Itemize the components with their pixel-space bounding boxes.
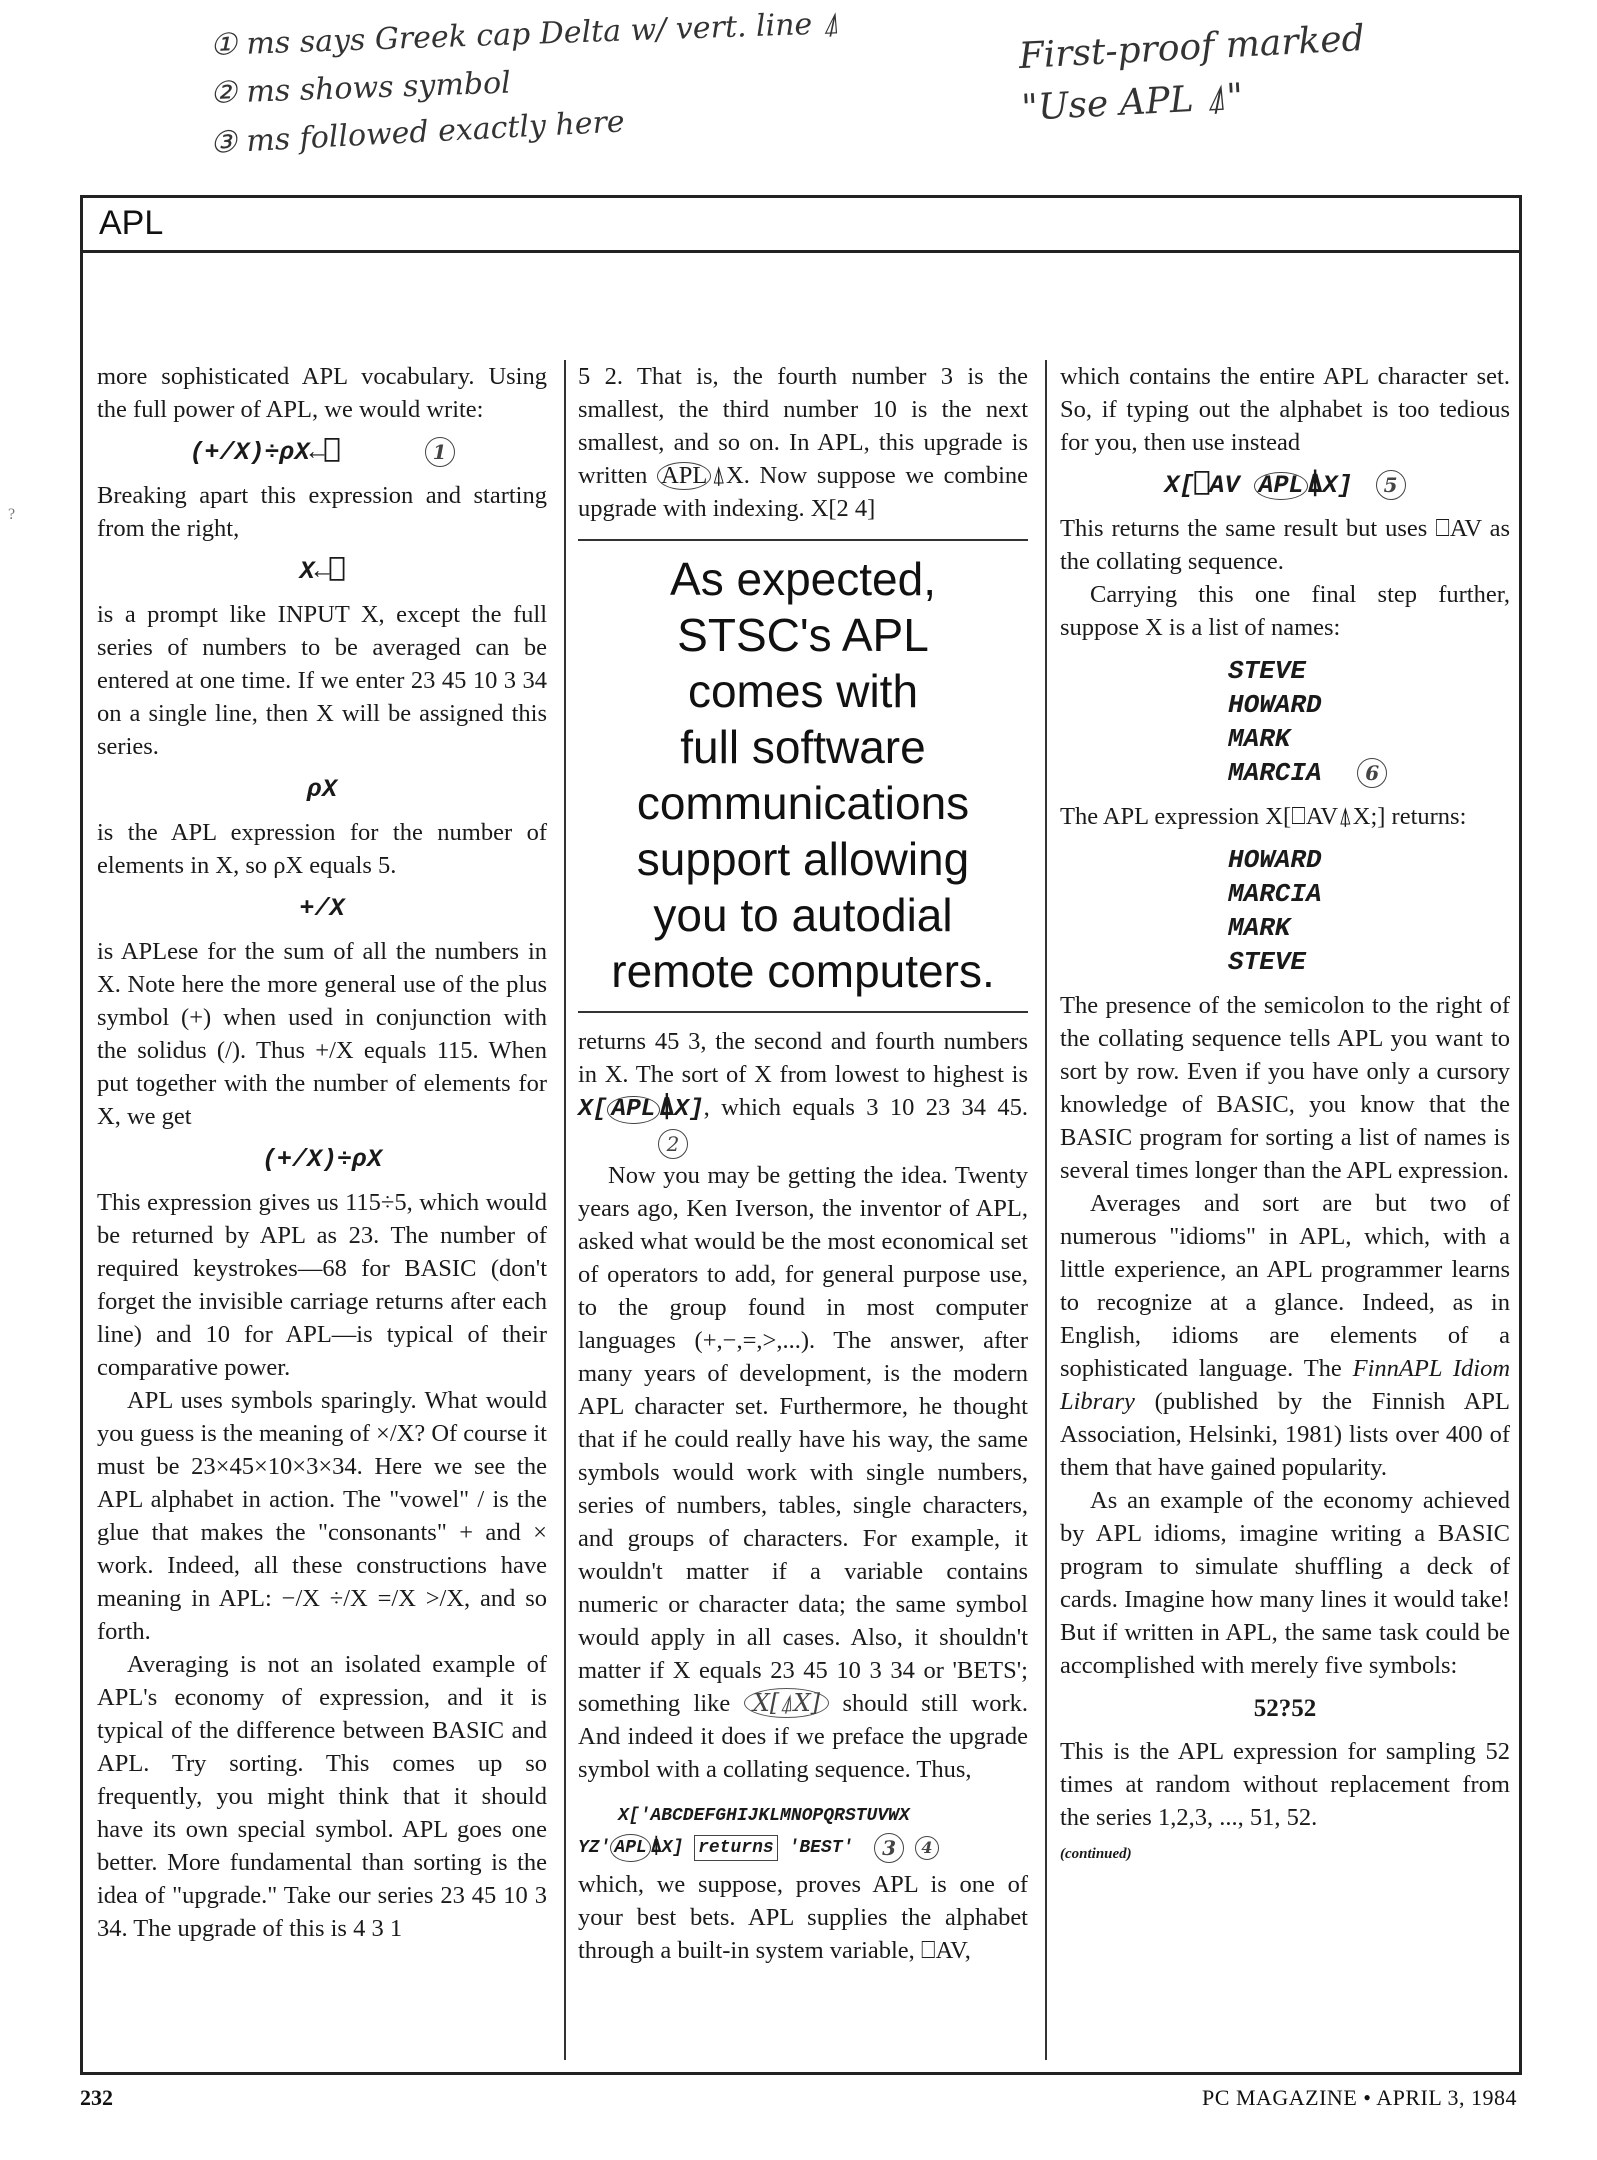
col3-expression-1 <box>1060 469 1510 502</box>
pull-quote-line-2: STSC's APL <box>677 609 929 661</box>
section-title: APL <box>99 204 164 242</box>
col1-paragraph-8: Averaging is not an isolated example of APL's economy of expression, and it is typical of the difference between BASIC and APL. Try sorting. This comes up so frequently, you might think that it should have its own special symbol. APL goes one better. More fundamental than sorting is the idea of "upgrade." Take our series 23 45 10 3 34. The upgrade of this is 4 3 1 <box>97 1651 547 1942</box>
names-list-2-item: STEVE <box>1228 947 1307 977</box>
continued-note: (continued) <box>1060 1846 1132 1862</box>
col2-code-block <box>578 1800 1028 1864</box>
col1-expression-5: (+/X)÷ρX <box>261 1145 383 1174</box>
handwritten-note-1: ① ms says Greek cap Delta w/ vert. line ⍋ <box>209 6 841 63</box>
col1-paragraph-2: Breaking apart this expression and starting from the right, <box>97 482 547 542</box>
col1-paragraph-1: more sophisticated APL vocabulary. Using the full power of APL, we would write: <box>97 363 547 423</box>
names-list-1-item: MARK <box>1228 724 1291 754</box>
pull-quote-line-1: As expected, <box>670 553 936 605</box>
column-divider-2 <box>1045 360 1047 2060</box>
names-list-2 <box>1228 843 1510 979</box>
col1-paragraph-4: is the APL expression for the number of elements in X, so ρX equals 5. <box>97 819 547 879</box>
annotation-circle-2: 2 <box>658 1129 688 1159</box>
names-list-1 <box>1228 654 1510 790</box>
apl-circled-word: APL <box>657 462 711 490</box>
col3-paragraph-5: The presence of the semicolon to the right of the collating sequence tells APL you want to sort by row. Even if you have only a cursory knowledge of BASIC, you know that the BASIC program for sorting a list of names is several times longer than the APL expression. <box>1060 992 1510 1184</box>
col3-paragraph-7: As an example of the economy achieved by APL idioms, imagine writing a BASIC program to simulate shuffling a deck of cards. Imagine how many lines it would take! But if written in APL, the same task could be accomplished with merely five symbols: <box>1060 1487 1510 1679</box>
col2-paragraph-2b: , which equals 3 10 23 34 45. <box>703 1094 1028 1121</box>
names-list-1-item-text: MARCIA <box>1228 758 1322 788</box>
col3-expression-1-pre: X[⎕AV <box>1164 471 1240 500</box>
col2-paragraph-1a: 5 2. That is, the fourth number 3 is the smallest, the third number 10 is the next smallest, and so on. In APL, this upgrade is written <box>578 363 1028 489</box>
apl-circled-word-3: APL <box>610 1834 650 1862</box>
margin-mark: ? <box>8 506 16 523</box>
handwritten-expression: X[⍋X] <box>744 1688 829 1718</box>
handwritten-proof-note-line2: "Use APL ⍋" <box>1020 76 1245 129</box>
column-3 <box>1060 360 1510 1871</box>
annotation-circle-4: 4 <box>915 1836 939 1860</box>
column-1 <box>97 360 547 1945</box>
pull-quote-line-8: remote computers. <box>611 945 995 997</box>
col1-expression-1 <box>97 436 547 469</box>
col3-paragraph-6 <box>1060 1187 1510 1484</box>
names-list-1-item <box>1228 756 1510 790</box>
col2-code-line-2-mid: ⍋X] <box>650 1838 684 1859</box>
col1-expression-3: ρX <box>306 775 337 804</box>
annotation-circle-5: 5 <box>1376 470 1406 500</box>
col1-expression-1-text: (+/X)÷ρX←⎕ <box>189 438 340 467</box>
col2-paragraph-4: which, we suppose, proves APL is one of your best bets. APL supplies the alphabet through a built-in system variable, ⎕AV, <box>578 1871 1028 1965</box>
names-list-2-item: MARCIA <box>1228 879 1322 909</box>
pull-quote-line-3: comes with <box>687 665 919 717</box>
annotation-circle-1: 1 <box>425 437 455 467</box>
col2-code-line-2-post: 'BEST' <box>788 1838 854 1859</box>
magazine-footer: PC MAGAZINE • APRIL 3, 1984 <box>1202 2085 1517 2110</box>
col3-paragraph-4: The APL expression X[⎕AV⍋X;] returns: <box>1060 803 1467 830</box>
col1-expression-4: +/X <box>299 894 345 923</box>
col2-paragraph-2a: returns 45 3, the second and fourth numbers in X. The sort of X from lowest to highest is <box>578 1028 1028 1088</box>
column-divider-1 <box>564 360 566 2060</box>
col2-paragraph-3 <box>578 1159 1028 1786</box>
col2-inline-code-post: ⍋X] <box>659 1096 704 1123</box>
handwritten-note-2: ② ms shows symbol <box>209 65 512 111</box>
returns-boxed-word: returns <box>694 1835 778 1861</box>
col1-paragraph-5: is APLese for the sum of all the numbers in X. Note here the more general use of the plus symbol (+) when used in conjunction with the solidus (/). Thus +/X equals 115. When put together with the number of elements for X, we get <box>97 938 547 1130</box>
apl-circled-word-2: APL <box>607 1096 659 1124</box>
col3-paragraph-1: which contains the entire APL character set. So, if typing out the alphabet is too tedious for you, then use instead <box>1060 363 1510 456</box>
pull-quote-line-6: support allowing <box>636 833 970 885</box>
col3-paragraph-6b: (published by the Finnish APL Association, Helsinki, 1981) lists over 400 of them that have gained popularity. <box>1060 1388 1511 1481</box>
pull-quote <box>578 539 1028 1013</box>
col2-paragraph-1 <box>578 360 1028 525</box>
handwritten-proof-note <box>1018 13 1369 135</box>
page-number: 232 <box>80 2085 113 2110</box>
col3-paragraph-3: Carrying this one final step further, suppose X is a list of names: <box>1060 581 1510 641</box>
col2-paragraph-2 <box>578 1025 1028 1159</box>
col3-expression-1-post: ⍋X] <box>1307 471 1353 500</box>
annotation-circle-6: 6 <box>1357 758 1387 788</box>
names-list-2-item: HOWARD <box>1228 845 1322 875</box>
col2-inline-code-pre: X[ <box>578 1096 608 1123</box>
col2-code-line-1: X['ABCDEFGHIJKLMNOPQRSTUVWX <box>618 1806 910 1827</box>
col2-paragraph-1b: ⍋X. Now suppose we combine upgrade with indexing. X[2 4] <box>578 462 1028 522</box>
pull-quote-line-5: communications <box>636 777 970 829</box>
col1-expression-2: X←⎕ <box>299 557 345 586</box>
col2-paragraph-3b: should still work. And indeed it does if we preface the upgrade symbol with a collating sequence. Thus, <box>578 1690 1028 1784</box>
col3-paragraph-8: This is the APL expression for sampling 52 times at random without replacement from the series 1,2,3, ..., 51, 52. <box>1060 1738 1510 1831</box>
apl-circled-word-4: APL <box>1254 472 1307 500</box>
col3-paragraph-2: This returns the same result but uses ⎕AV as the collating sequence. <box>1060 515 1510 575</box>
names-list-1-item: HOWARD <box>1228 690 1322 720</box>
col2-inline-code <box>578 1096 704 1123</box>
handwritten-note-3: ③ ms followed exactly here <box>209 104 626 161</box>
col2-paragraph-3a: Now you may be getting the idea. Twenty years ago, Ken Iverson, the inventor of APL, asked what would be the most economical set of operators to add, for general purpose use, to the group found in most computer languages (+,−,=,>,...). The answer, after many years of development, is the modern APL character set. Furthermore, he thought that if he could really have his way, the same symbols would work with single numbers, series of numbers, tables, single characters, and groups of characters. For example, it wouldn't matter if a variable contains numeric or character data; the same symbol would apply in all cases. Also, it shouldn't matter if X equals 23 45 10 3 34 or 'BETS'; something like <box>578 1162 1028 1718</box>
names-list-2-item: MARK <box>1228 913 1291 943</box>
annotation-circle-3: 3 <box>874 1833 904 1863</box>
col2-code-line-2-pre: YZ' <box>578 1838 611 1859</box>
col3-expression-2: 52?52 <box>1253 1695 1317 1722</box>
article-header <box>83 198 1519 253</box>
col3-book-title: FinnAPL Idiom Library <box>1060 1355 1511 1415</box>
names-list-1-item: STEVE <box>1228 656 1307 686</box>
col2-code-line-2 <box>578 1832 1028 1864</box>
pull-quote-line-7: you to autodial <box>653 889 953 941</box>
col1-paragraph-3: is a prompt like INPUT X, except the full series of numbers to be averaged can be entered at one time. If we enter 23 45 10 3 34 on a single line, then X will be assigned this series. <box>97 601 547 760</box>
col1-paragraph-7: APL uses symbols sparingly. What would you guess is the meaning of ×/X? Of course it must be 23×45×10×3×34. Here we see the APL alphabet in action. The "vowel" / is the glue that makes the "consonants" + and × work. Indeed, all these constructions have meaning in APL: −/X ÷/X =/X >/X, and so forth. <box>97 1387 547 1645</box>
column-2 <box>578 360 1028 1967</box>
handwritten-proof-note-line1: First-proof marked <box>1017 18 1366 78</box>
col3-paragraph-6a: Averages and sort are but two of numerous "idioms" in APL, which, with a little experience, an APL programmer learns to recognize at a glance. Indeed, as in English, idioms are elements of a sophisticated language. The <box>1060 1190 1510 1382</box>
pull-quote-line-4: full software <box>680 721 926 773</box>
col1-paragraph-6: This expression gives us 115÷5, which would be returned by APL as 23. The number of required keystrokes—68 for BASIC (don't forget the invisible carriage returns after each line) and 10 for APL—is typical of their comparative power. <box>97 1189 547 1381</box>
